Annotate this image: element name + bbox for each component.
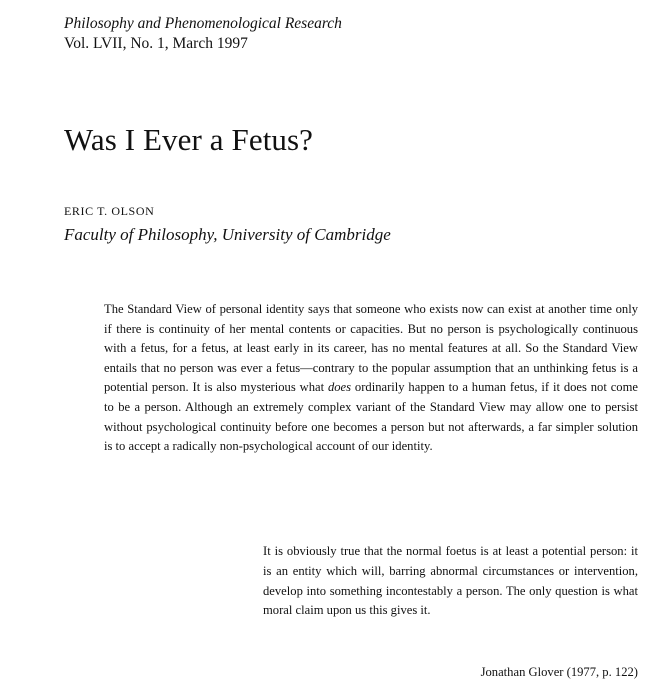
author-affiliation: Faculty of Philosophy, University of Cambridge (64, 225, 391, 244)
epigraph-quote: It is obviously true that the normal foetus is at least a potential person: it is an entity which will, barring abnormal circumstances or intervention, develop into something incontestably a person. The only question is what moral claim upon us this gives it. (263, 544, 638, 618)
journal-volume: Vol. LVII, No. 1, March 1997 (64, 35, 248, 52)
journal-name: Philosophy and Phenomenological Research (64, 15, 342, 32)
abstract (104, 300, 638, 457)
epigraph-attribution: Jonathan Glover (1977, p. 122) (480, 665, 638, 679)
article-title: Was I Ever a Fetus? (64, 122, 314, 157)
abstract-emphasis: does (327, 380, 352, 395)
abstract-text-part1: The Standard View of personal identity says that someone who exists now can exist at another time only if there is continuity of her mental contents or capacities. But no person is psychologically continuous with a fetus, for a fetus, at least early in its career, has no mental features at all. So the Standard View entails that no person was ever a fetus—contrary to the popular assumption that an unthinking fetus is a potential person. It is also mysterious what (104, 302, 638, 395)
author-name: ERIC T. OLSON (64, 204, 155, 218)
abstract-text-part2: ordinarily happen to a human fetus, if it does not come to be a person. Although an extremely complex variant of the Standard View may allow one to persist without psychological continuity before one becomes a person but not afterwards, a far simpler solution is to accept a radically non-psychological account of our identity. (104, 380, 638, 454)
journal-header (64, 14, 342, 54)
